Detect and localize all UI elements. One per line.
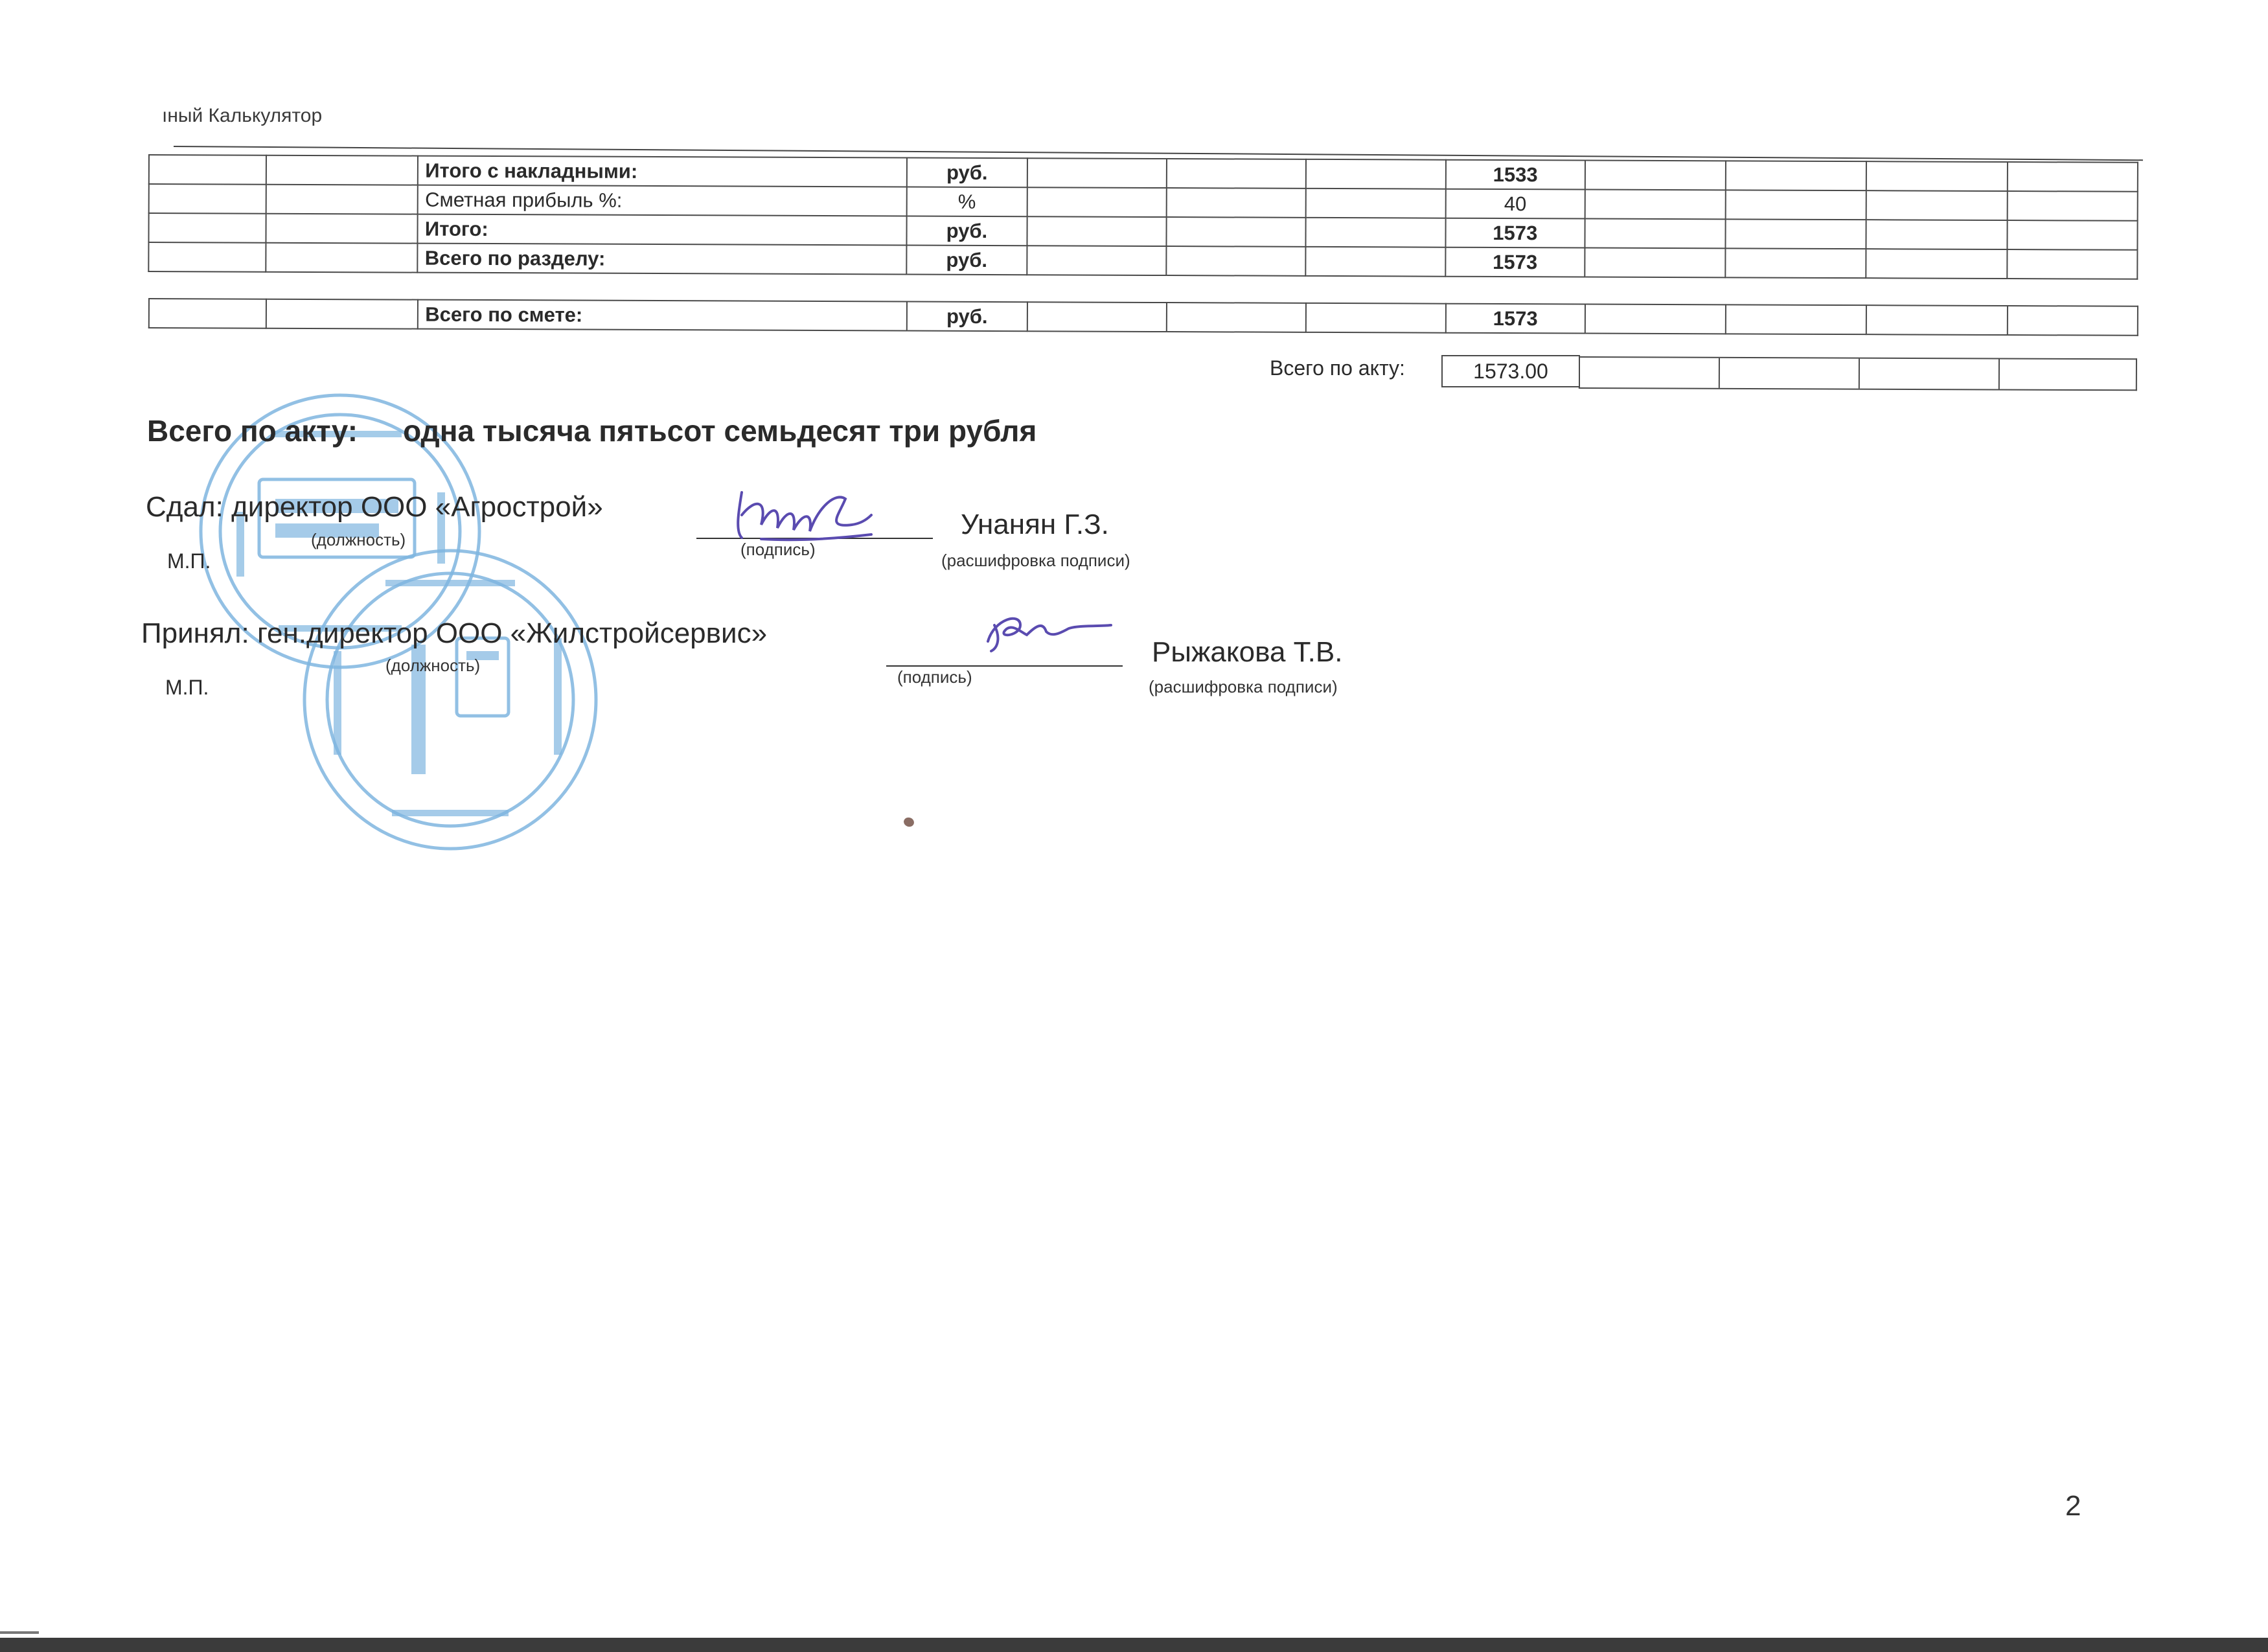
table-row bbox=[149, 299, 2138, 336]
estimate-label: Всего по смете: bbox=[418, 300, 907, 331]
page-number: 2 bbox=[2065, 1490, 2081, 1522]
accepted-stamp-mark: М.П. bbox=[165, 676, 209, 699]
act-total-in-words bbox=[147, 413, 1037, 448]
estimate-value: 1573 bbox=[1445, 304, 1585, 334]
document-header-label: ıный Калькулятор bbox=[162, 105, 323, 126]
handed-over-position-caption: (должность) bbox=[311, 530, 406, 549]
row-label: Итого: bbox=[418, 214, 907, 246]
estimate-unit: руб. bbox=[907, 301, 1027, 331]
handed-over-stamp-mark: М.П. bbox=[167, 549, 211, 573]
accepted-signature bbox=[975, 606, 1117, 658]
handed-over-line bbox=[146, 491, 603, 523]
row-value: 1573 bbox=[1445, 218, 1585, 248]
accepted-name: Рыжакова Т.В. bbox=[1152, 636, 1343, 668]
accepted-signature-caption: (подпись) bbox=[897, 667, 972, 687]
row-value: 1573 bbox=[1445, 247, 1585, 277]
handed-over-position: директор ООО «Агрострой» bbox=[231, 491, 603, 523]
accepted-name-caption: (расшифровка подписи) bbox=[1149, 677, 1338, 696]
accepted-position: ген.директор ООО «Жилстройсервис» bbox=[257, 617, 768, 649]
row-unit: руб. bbox=[907, 157, 1027, 187]
row-unit: руб. bbox=[906, 216, 1027, 246]
company-stamp-zhilstroyservis bbox=[295, 541, 606, 858]
row-label: Сметная прибыль %: bbox=[418, 185, 907, 216]
row-value: 1533 bbox=[1445, 160, 1585, 190]
handed-over-label: Сдал: bbox=[146, 491, 223, 523]
accepted-position-caption: (должность) bbox=[385, 656, 481, 675]
handed-over-signature-caption: (подпись) bbox=[740, 540, 816, 559]
accepted-line bbox=[141, 617, 767, 650]
accepted-label: Принял: bbox=[141, 617, 249, 649]
scan-bottom-edge bbox=[0, 1638, 2268, 1652]
handed-over-name-caption: (расшифровка подписи) bbox=[941, 551, 1130, 570]
row-label: Всего по разделу: bbox=[418, 244, 907, 275]
act-total-words-label: Всего по акту: bbox=[147, 414, 358, 448]
row-unit: % bbox=[906, 187, 1027, 216]
row-label: Итого с накладными: bbox=[418, 156, 907, 187]
estimate-total-table bbox=[148, 298, 2138, 336]
act-total-words: одна тысяча пятьсот семьдесят три рубля bbox=[403, 414, 1037, 448]
scan-speck bbox=[902, 816, 915, 829]
row-value: 40 bbox=[1445, 189, 1585, 219]
act-total-empty-cells bbox=[1579, 356, 2137, 391]
act-total-value: 1573.00 bbox=[1441, 355, 1580, 387]
scan-edge-mark bbox=[0, 1631, 39, 1634]
row-unit: руб. bbox=[906, 245, 1027, 275]
accepted-signature-line bbox=[886, 665, 1123, 667]
summary-table bbox=[148, 154, 2138, 280]
handed-over-name: Унанян Г.З. bbox=[961, 509, 1109, 540]
act-total-label: Всего по акту: bbox=[1270, 356, 1405, 380]
